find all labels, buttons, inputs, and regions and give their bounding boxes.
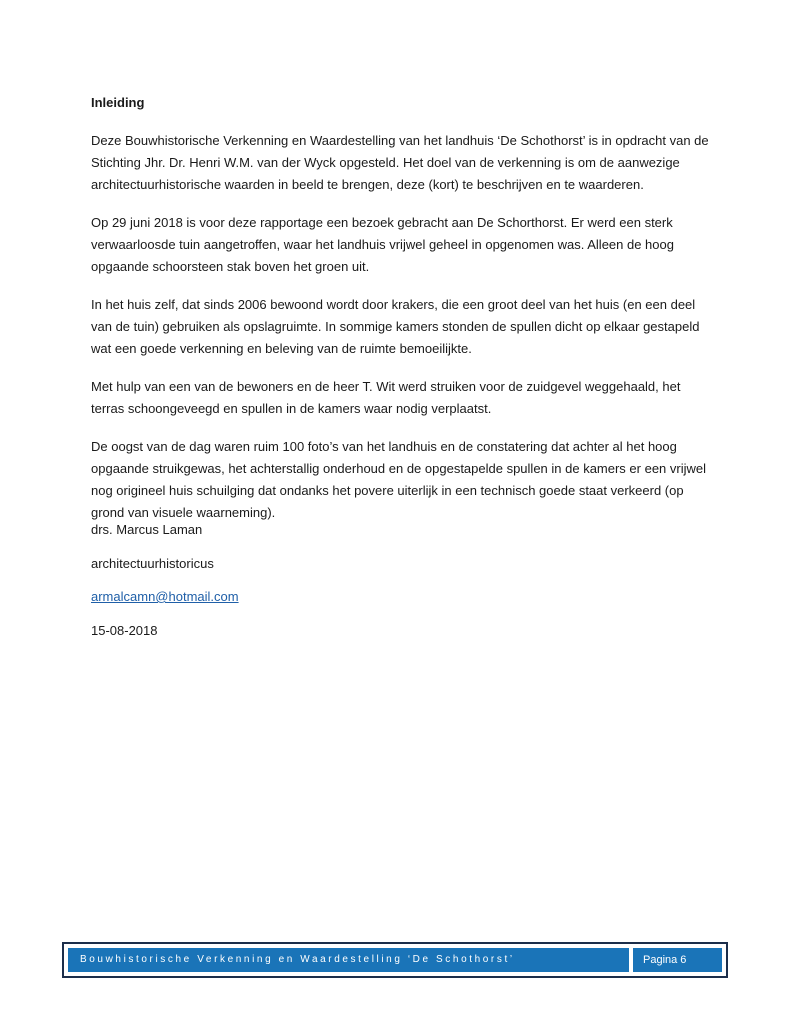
paragraph-2: Op 29 juni 2018 is voor deze rapportage een bezoek gebracht aan De Schorthorst. Er werd een sterk verwaarloosde tuin aangetroffen, waar het landhuis vrijwel geheel in opgenomen was. Alleen de hoog opgaande schoorsteen stak boven het groen uit. [91, 215, 674, 274]
paragraph-5: De oogst van de dag waren ruim 100 foto’s van het landhuis en de constatering dat achter al het hoog opgaande struikgewas, het achterstallig onderhoud en de opgestapelde spullen in de kamers er een vrijwel nog origineel huis schuilging dat ondanks het povere uiterlijk in een technisch goede staat verkeerd (op grond van visuele waarneming). [91, 439, 707, 520]
paragraph-1: Deze Bouwhistorische Verkenning en Waardestelling van het landhuis ‘De Schothorst’ is in opdracht van de Stichting Jhr. Dr. Henri W.M. van der Wyck opgesteld. Het doel van de verkenning is om de aanwezige architectuurhistorische waarden in beeld te brengen, deze (kort) te beschrijven en te waarderen. [91, 133, 709, 192]
footer-title: Bouwhistorische Verkenning en Waardestelling ‘De Schothorst’ [68, 948, 629, 972]
paragraph-4: Met hulp van een van de bewoners en de heer T. Wit werd struiken voor de zuidgevel weggehaald, het terras schoongeveegd en spullen in de kamers waar nodig verplaatst. [91, 379, 681, 416]
page-footer [62, 942, 728, 978]
author-title: architectuurhistoricus [91, 556, 214, 571]
body-text [91, 92, 711, 540]
author-email-link[interactable]: armalcamn@hotmail.com [91, 589, 239, 604]
paragraph-3: In het huis zelf, dat sinds 2006 bewoond wordt door krakers, die een groot deel van het huis (en een deel van de tuin) gebruiken als opslagruimte. In sommige kamers stonden de spullen dicht op elkaar gestapeld wat een goede verkenning en beleving van de ruimte bemoeilijkte. [91, 297, 700, 356]
document-date: 15-08-2018 [91, 623, 158, 638]
section-heading: Inleiding [91, 95, 145, 110]
footer-page-number: Pagina 6 [633, 948, 722, 972]
author-name: drs. Marcus Laman [91, 522, 203, 537]
